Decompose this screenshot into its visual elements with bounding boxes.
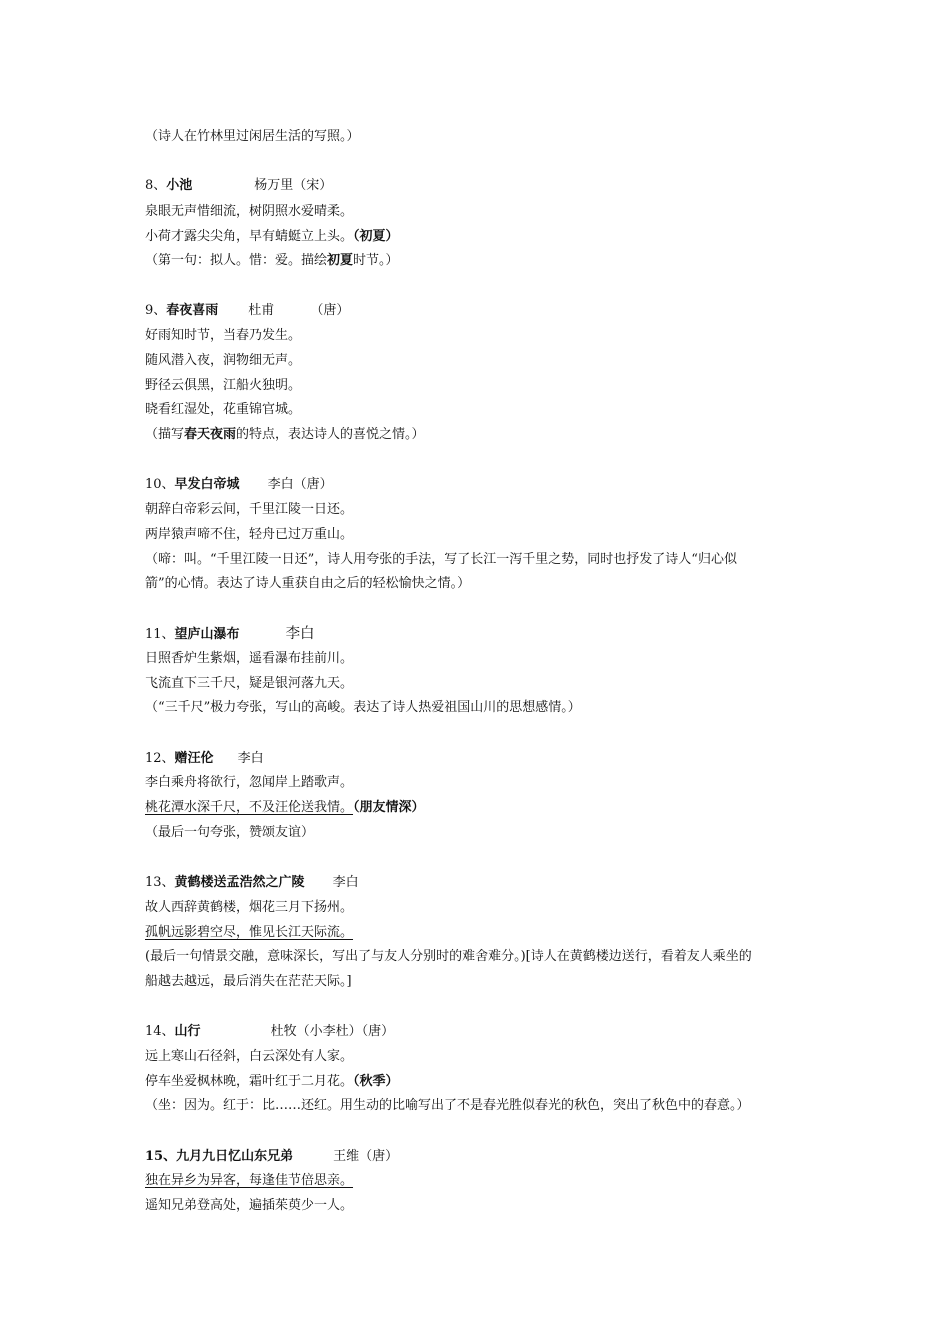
poem-15-title: 九月九日忆山东兄弟 — [176, 1149, 294, 1164]
poem-9-note-keyword: 春天夜雨 — [184, 427, 237, 442]
poem-15-line-1-text: 独在异乡为异客，每逢佳节倍思亲。 — [145, 1173, 354, 1188]
poem-13-line-2 — [145, 924, 353, 942]
poem-13-line-1: 故人西辞黄鹤楼，烟花三月下扬州。 — [145, 900, 354, 915]
poem-11-note: （“三千尺”极力夸张，写山的高峻。表达了诗人热爱祖国山川的思想感情。） — [145, 700, 581, 715]
poem-15-heading — [145, 1148, 398, 1166]
poem-12-author: 李白 — [237, 751, 264, 766]
poem-11-heading — [145, 625, 315, 644]
poem-8-note-prefix: （第一句：拟人。惜：爱。描绘 — [145, 253, 328, 268]
poem-9-heading — [145, 302, 349, 320]
poem-13-number: 13、 — [145, 875, 175, 890]
poem-14-line-2-text: 停车坐爱枫林晚，霜叶红于二月花。 — [145, 1074, 354, 1089]
poem-15-author: 王维（唐） — [333, 1149, 399, 1164]
poem-15-line-2: 遥知兄弟登高处，遍插茱萸少一人。 — [145, 1198, 354, 1213]
poem-9-title: 春夜喜雨 — [166, 303, 219, 318]
poem-15-number: 15、 — [145, 1149, 177, 1164]
poem-9-line-2: 随风潜入夜，润物细无声。 — [145, 353, 302, 368]
poem-14-note: （坐：因为。红于：比……还红。用生动的比喻写出了不是春光胜似春光的秋色，突出了秋色中的春意。） — [145, 1098, 750, 1113]
poem-8-heading — [145, 177, 332, 195]
poem-13-note-line-2: 船越去越远，最后消失在茫茫天际。] — [145, 974, 352, 989]
poem-8-line-1: 泉眼无声惜细流，树阴照水爱晴柔。 — [145, 204, 354, 219]
poem-8-note-suffix: 时节。） — [353, 253, 399, 268]
poem-8-season-tag: （初夏） — [353, 229, 399, 244]
poem-12-number: 12、 — [145, 751, 175, 766]
poem-10-note-line-1: （啼：叫。“千里江陵一日还”，诗人用夸张的手法，写了长江一泻千里之势，同时也抒发了诗人“归心似 — [145, 552, 737, 567]
poem-13-title: 黄鹤楼送孟浩然之广陵 — [174, 875, 305, 890]
poem-11-title: 望庐山瀑布 — [174, 627, 240, 642]
poem-14-heading — [145, 1023, 394, 1041]
poem-10-line-1: 朝辞白帝彩云间，千里江陵一日还。 — [145, 502, 354, 517]
poem-8-note — [145, 252, 399, 270]
poem-13-note-line-1: (最后一句情景交融，意味深长，写出了与友人分别时的难舍难分。)[诗人在黄鹤楼边送行，看着友人乘坐的 — [145, 949, 752, 964]
poem-12-note: （最后一句夸张，赞颂友谊） — [145, 825, 315, 840]
poem-8-author: 杨万里（宋） — [254, 178, 333, 193]
poem-9-note-suffix: 的特点，表达诗人的喜悦之情。） — [236, 427, 425, 442]
poem-9-note-prefix: （描写 — [145, 427, 185, 442]
poem-14-author: 杜牧（小李杜）（唐） — [270, 1024, 395, 1039]
poem-12-heading — [145, 750, 264, 768]
poem-14-title: 山行 — [174, 1024, 201, 1039]
poem-13-author: 李白 — [332, 875, 359, 890]
poem-11-line-1: 日照香炉生紫烟，遥看瀑布挂前川。 — [145, 651, 354, 666]
poem-9-number: 9、 — [145, 303, 167, 318]
poem-9-dynasty: （唐） — [310, 303, 350, 318]
poem-9-line-1: 好雨知时节，当春乃发生。 — [145, 328, 302, 343]
poem-8-title: 小池 — [166, 178, 193, 193]
poem-11-line-2: 飞流直下三千尺，疑是银河落九天。 — [145, 676, 354, 691]
poem-10-number: 10、 — [145, 477, 175, 492]
poem-11-author: 李白 — [285, 626, 315, 642]
intro-note: （诗人在竹林里过闲居生活的写照。） — [145, 129, 360, 144]
poem-9-author: 杜甫 — [248, 303, 275, 318]
poem-8-number: 8、 — [145, 178, 167, 193]
poem-10-title: 早发白帝城 — [174, 477, 240, 492]
poem-14-line-1: 远上寒山石径斜，白云深处有人家。 — [145, 1049, 354, 1064]
poem-8-line-2 — [145, 228, 399, 246]
poem-14-season-tag: （秋季） — [353, 1074, 399, 1089]
poem-9-line-4: 晓看红湿处，花重锦官城。 — [145, 402, 302, 417]
poem-11-number: 11、 — [145, 627, 175, 642]
poem-10-note-line-2: 箭”的心情。表达了诗人重获自由之后的轻松愉快之情。） — [145, 576, 471, 591]
poem-12-line-1: 李白乘舟将欲行，忽闻岸上踏歌声。 — [145, 775, 354, 790]
poem-14-number: 14、 — [145, 1024, 175, 1039]
poem-12-title: 赠汪伦 — [174, 751, 214, 766]
poem-8-line-2-text: 小荷才露尖尖角，早有蜻蜓立上头。 — [145, 229, 354, 244]
poem-10-author: 李白（唐） — [267, 477, 333, 492]
poem-13-line-2-text: 孤帆远影碧空尽，惟见长江天际流。 — [145, 925, 354, 940]
poem-12-line-2 — [145, 799, 425, 817]
poem-8-note-keyword: 初夏 — [327, 253, 354, 268]
poem-14-line-2 — [145, 1073, 399, 1091]
poem-13-heading — [145, 874, 359, 892]
poem-10-heading — [145, 476, 333, 494]
poem-10-line-2: 两岸猿声啼不住，轻舟已过万重山。 — [145, 527, 354, 542]
poem-15-line-1 — [145, 1172, 353, 1190]
poem-9-line-3: 野径云俱黑，江船火独明。 — [145, 378, 302, 393]
poem-12-line-2-text: 桃花潭水深千尺，不及汪伦送我情。 — [145, 800, 354, 815]
poem-9-note — [145, 426, 425, 444]
poem-12-theme-tag: （朋友情深） — [353, 800, 425, 815]
